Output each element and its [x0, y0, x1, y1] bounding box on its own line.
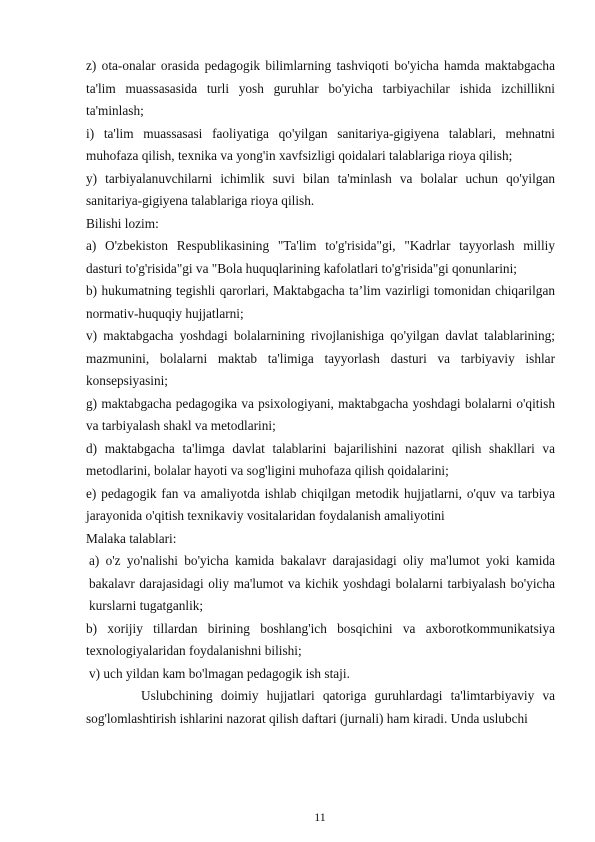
paragraph-z: z) ota-onalar orasida pedagogik bilimlarning tashviqoti bo'yicha hamda maktabgacha ta'lim muassasasida turli yosh guruhlar bo'yicha tarbiyachilar ishida izchillikni ta'minlash;	[86, 58, 555, 118]
qualification-item-a: a) o'z yo'nalishi bo'yicha kamida bakalavr darajasidagi oliy ma'lumot yoki kamida bakalavr darajasidagi oliy ma'lumot va kichik yoshdagi bolalarni tarbiyalash bo'yicha kurslarni tugatganlik;	[89, 553, 555, 613]
knowledge-item-a: a) O'zbekiston Respublikasining "Ta'lim to'g'risida"gi, "Kadrlar tayyorlash milliy dasturi to'g'risida"gi va "Bola huquqlarining kafolatlari to'g'risida"gi qonunlarini;	[86, 238, 555, 276]
paragraph-i: i) ta'lim muassasasi faoliyatiga qo'yilgan sanitariya-gigiyena talablari, mehnatni muhofaza qilish, texnika va yong'in xavfsizligi qoidalari talablariga rioya qilish;	[86, 125, 555, 163]
knowledge-item-g: g) maktabgacha pedagogika va psixologiyani, maktabgacha yoshdagi bolalarni o'qitish va tarbiyalash shakl va metodlarini;	[86, 395, 555, 433]
closing-paragraph: Uslubchining doimiy hujjatlari qatoriga guruhlardagi ta'limtarbiyaviy va sog'lomlashtirish ishlarini nazorat qilish daftari (jurnali) ham kiradi. Unda uslubchi	[86, 688, 555, 726]
qualification-item-b: b) xorijiy tillardan birining boshlang'ich bosqichini va axborotkommunikatsiya texnologiyalaridan foydalanishni bilishi;	[86, 620, 555, 658]
knowledge-item-b: b) hukumatning tegishli qarorlari, Maktabgacha ta’lim vazirligi tomonidan chiqarilgan normativ-huquqiy hujjatlarni;	[86, 283, 555, 321]
knowledge-heading: Bilishi lozim:	[86, 215, 159, 231]
page-number: 11	[314, 810, 326, 824]
qualification-item-v: v) uch yildan kam bo'lmagan pedagogik ish staji.	[89, 665, 350, 681]
paragraph-y: y) tarbiyalanuvchilarni ichimlik suvi bilan ta'minlash va bolalar uchun qo'yilgan sanitariya-gigiyena talablariga rioya qilish.	[86, 170, 555, 208]
qualification-heading: Malaka talablari:	[86, 530, 177, 546]
knowledge-item-e: e) pedagogik fan va amaliyotda ishlab chiqilgan metodik hujjatlarni, o'quv va tarbiya jarayonida o'qitish texnikaviy vositalaridan foydalanish amaliyotini	[86, 485, 555, 523]
knowledge-item-d: d) maktabgacha ta'limga davlat talablarini bajarilishini nazorat qilish shakllari va metodlarini, bolalar hayoti va sog'ligini muhofaza qilish qoidalarini;	[86, 440, 555, 478]
document-page	[86, 55, 555, 730]
knowledge-item-v: v) maktabgacha yoshdagi bolalarnining rivojlanishiga qo'yilgan davlat talablarining; mazmunini, bolalarni maktab ta'limiga tayyorlash dasturi va tarbiyaviy ishlar konsepsiyasini;	[86, 328, 555, 388]
